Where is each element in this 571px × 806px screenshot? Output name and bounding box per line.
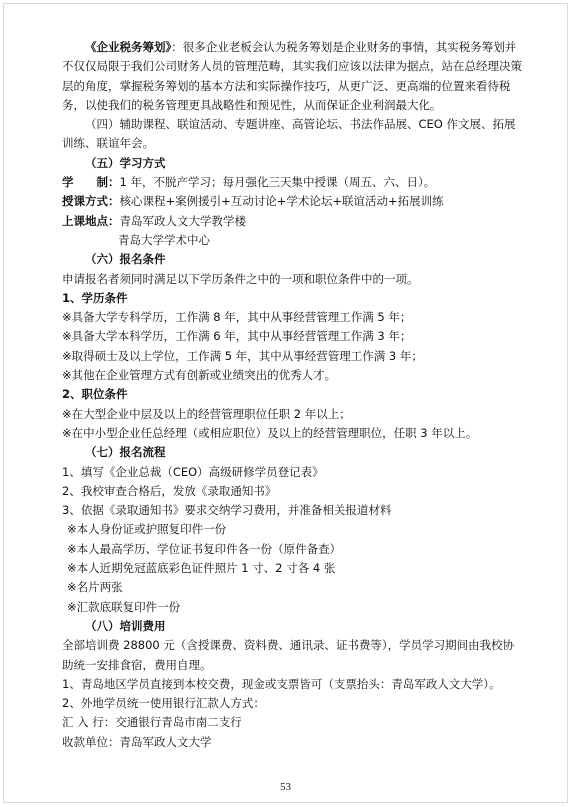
process-step: 3、依据《录取通知书》要求交纳学习费用，并准备相关报道材料: [62, 503, 392, 518]
requirements-intro: 申请报名者须同时满足以下学历条件之中的一项和职位条件中的一项。: [62, 271, 419, 286]
teaching-method-line: 授课方式：核心课程+案例援引+互动讨论+学术论坛+联谊活动+拓展训练: [62, 194, 444, 209]
tax-planning-paragraph: 《企业税务筹划》：很多企业老板会认为税务筹划是企业财务的事情，其实税务筹划并不仅仅局限于我们公司财务人员的管理范畴，其实我们应该以法律为据点，站在总经理决策层的角度，掌握税务筹划的基本方法和实际操作技巧，从更广泛、更高端的位置来看待税务，以使我们的税务管理更具战略性和预见性，从而保证企业利润最大化。: [62, 40, 522, 112]
material-item: ※名片两张: [67, 580, 123, 595]
education-requirement-item: ※取得硕士及以上学位，工作满 5 年，其中从事经营管理工作满 3 年；: [62, 348, 423, 363]
document-body: [62, 38, 524, 752]
tax-planning-label: 《企业税务筹划》: [85, 40, 172, 54]
position-requirement-item: ※在大型企业中层及以上的经营管理职位任职 2 年以上；: [62, 406, 351, 421]
page-number: 53: [280, 781, 291, 793]
education-requirement-item: ※其他在企业管理方式有创新或业绩突出的优秀人才。: [62, 368, 337, 383]
position-requirements-title: 2、职位条件: [62, 387, 128, 402]
education-requirement-item: ※具备大学专科学历，工作满 8 年，其中从事经营管理工作满 5 年；: [62, 310, 412, 325]
position-requirement-item: ※在中小型企业任总经理（或相应职位）及以上的经营管理职位，任职 3 年以上。: [62, 425, 478, 440]
study-duration-line: 学 制：1 年，不脱产学习；每月强化三天集中授课（周五、六、日）。: [62, 175, 436, 190]
fee-paragraph: 全部培训费 28800 元（含授课费、资料费、通讯录、证书费等），学员学习期间由我校协助统一安排食宿，费用自理。: [62, 638, 515, 672]
class-location-line-2: 青岛大学学术中心: [118, 232, 210, 247]
payee-line: 收款单位：青岛军政人文大学: [62, 734, 212, 749]
payment-method-item: 2、外地学员统一使用银行汇款人方式：: [62, 696, 265, 711]
payment-method-item: 1、青岛地区学员直接到本校交费，现金或支票皆可（支票抬头：青岛军政人文大学）。: [62, 676, 501, 691]
material-item: ※本人最高学历、学位证书复印件各一份（原件备查）: [67, 541, 342, 556]
section-heading-training-fees: （八）培训费用: [85, 618, 166, 633]
material-item: ※本人身份证或护照复印件一份: [67, 522, 227, 537]
bank-line: 汇 入 行：交通银行青岛市南二支行: [62, 715, 242, 730]
auxiliary-courses-paragraph: （四）辅助课程、联谊活动、专题讲座、高管论坛、书法作品展、CEO 作文展、拓展训练、联谊年会。: [62, 117, 516, 151]
material-item: ※本人近期免冠蓝底彩色证件照片 1 寸、2 寸各 4 张: [67, 561, 336, 576]
material-item: ※汇款底联复印件一份: [67, 599, 181, 614]
class-location-line: 上课地点：青岛军政人文大学教学楼: [62, 213, 246, 228]
section-heading-requirements: （六）报名条件: [85, 252, 166, 267]
section-heading-registration-process: （七）报名流程: [85, 445, 166, 460]
section-heading-study-mode: （五）学习方式: [85, 155, 166, 170]
education-requirements-title: 1、学历条件: [62, 290, 128, 305]
process-step: 1、填写《企业总裁（CEO）高级研修学员登记表》: [62, 464, 324, 479]
process-step: 2、我校审查合格后，发放《录取通知书》: [62, 483, 277, 498]
education-requirement-item: ※具备大学本科学历，工作满 6 年，其中从事经营管理工作满 3 年；: [62, 329, 412, 344]
